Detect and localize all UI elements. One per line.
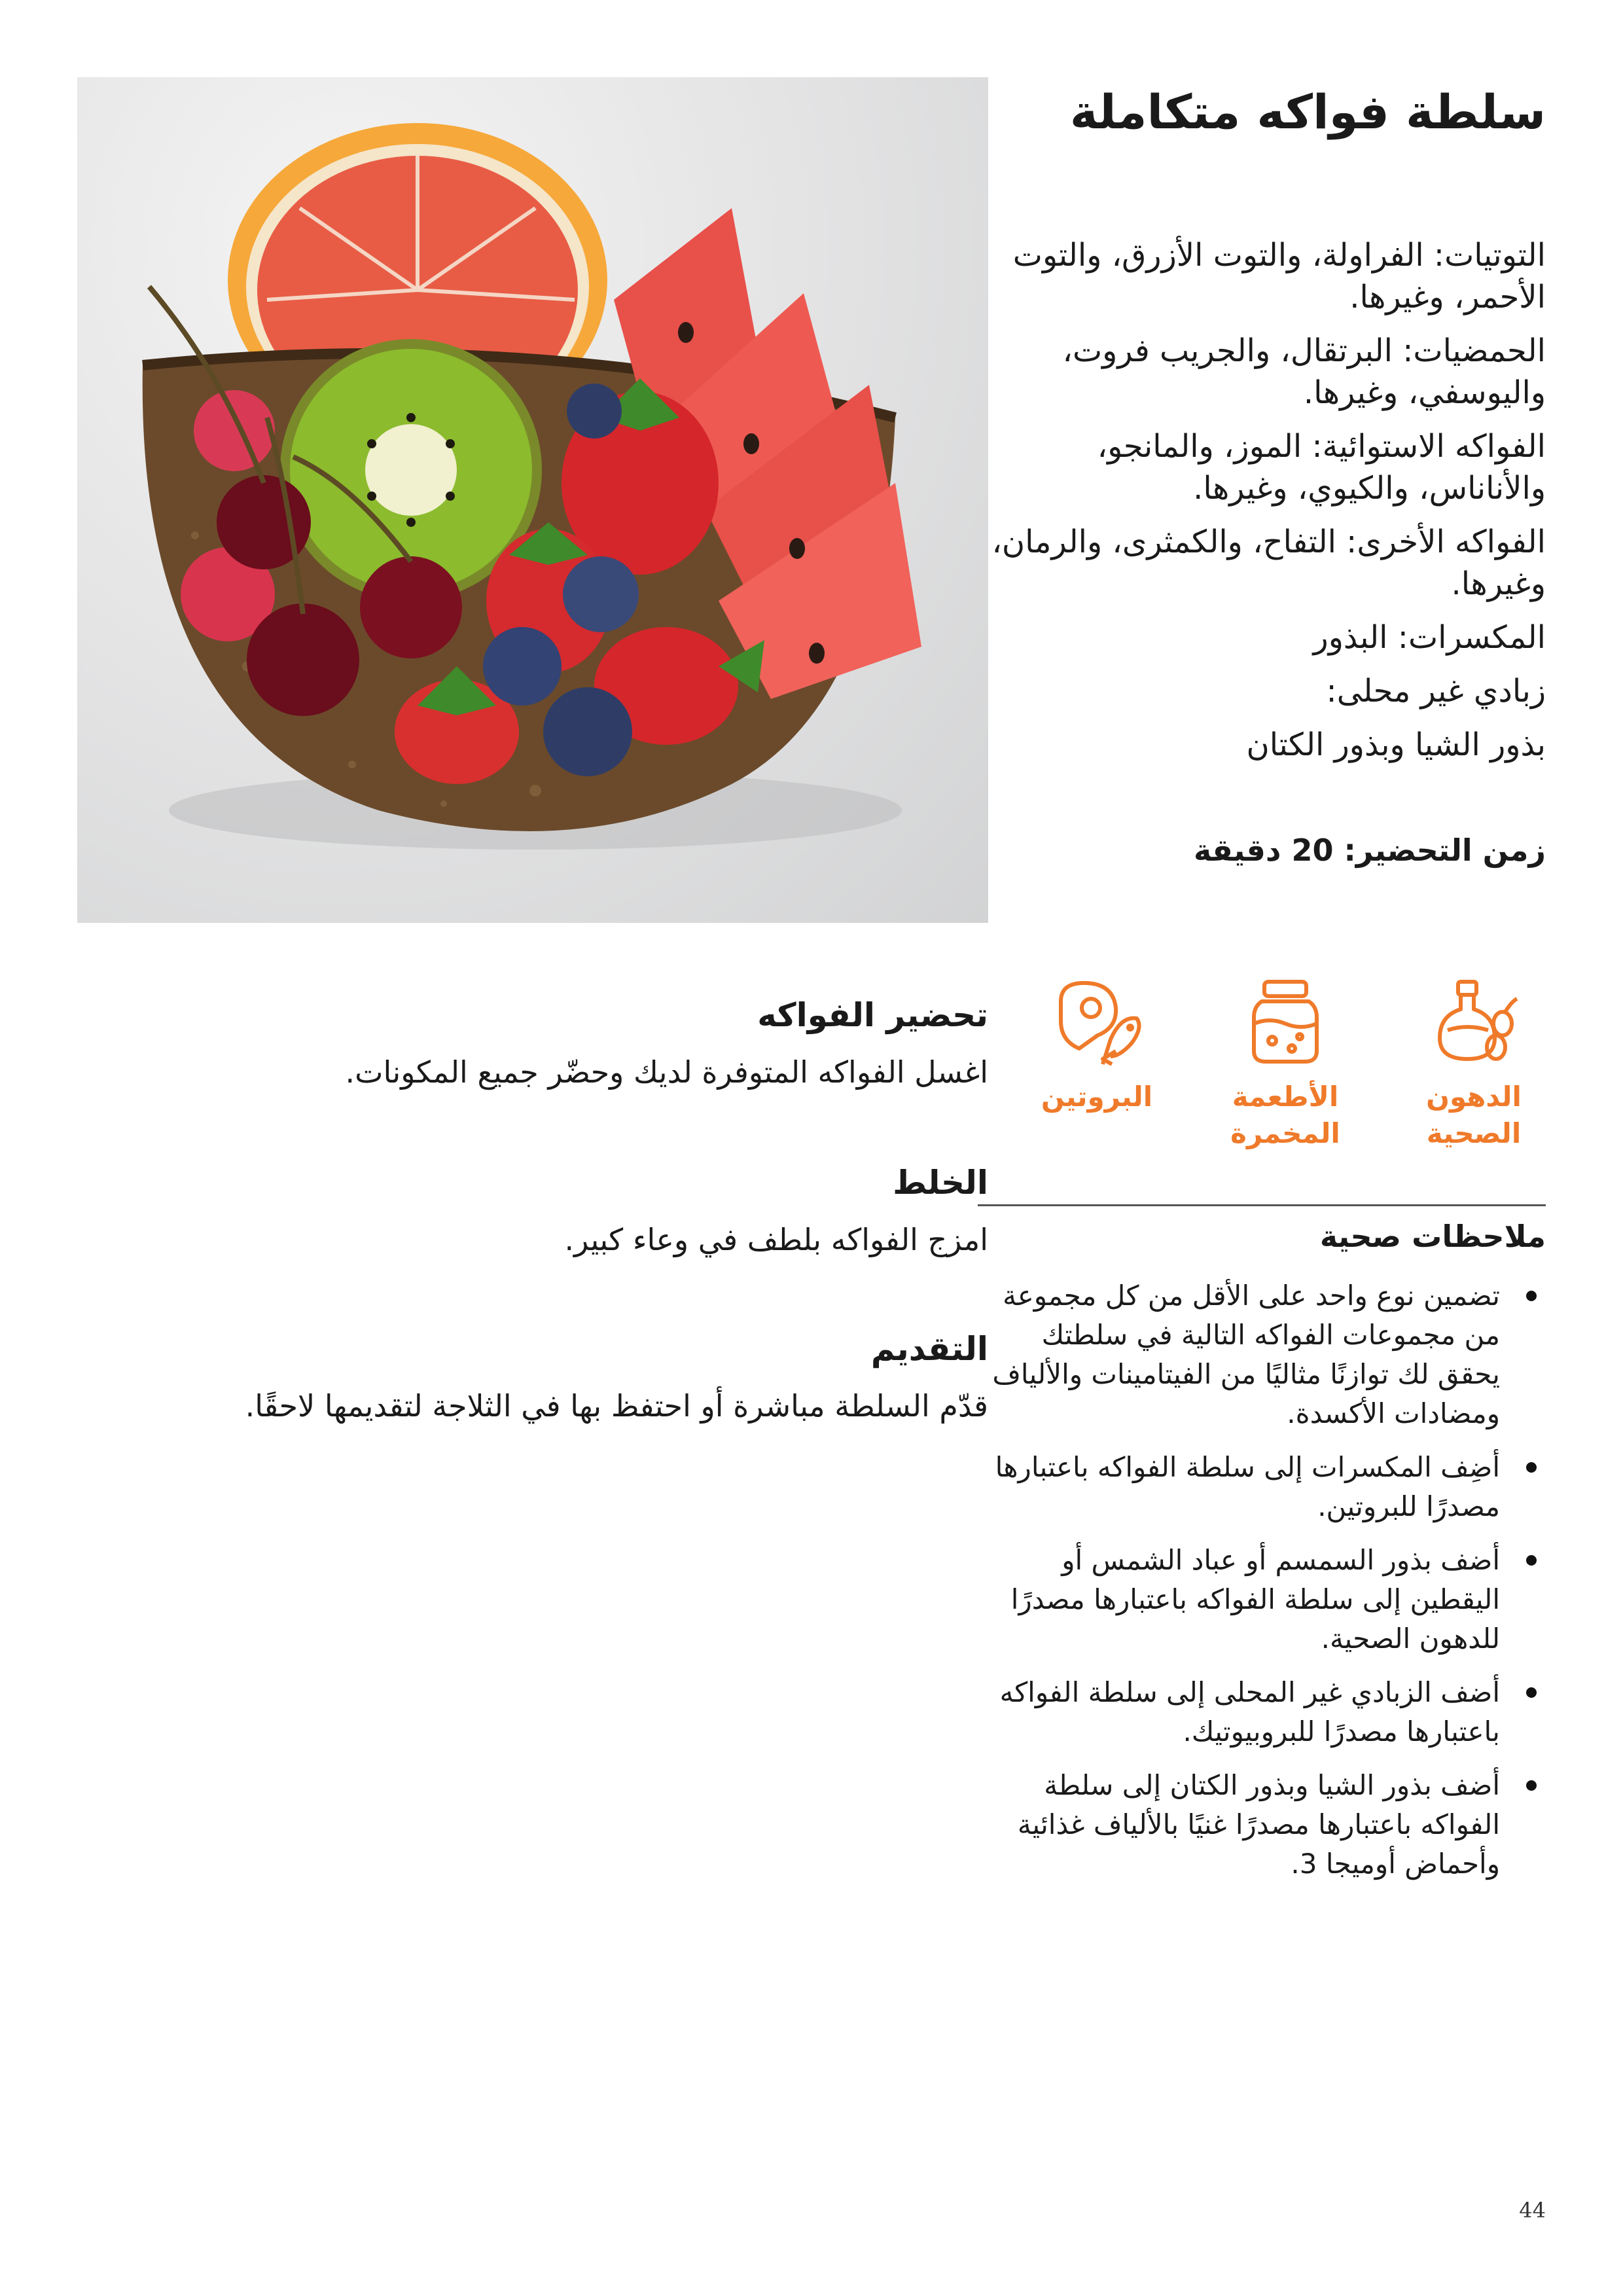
step-heading-serve: التقديم bbox=[870, 1330, 988, 1368]
step-heading-prepare: تحضير الفواكه bbox=[757, 996, 988, 1034]
ingredient-item: المكسرات: البذور bbox=[1313, 619, 1546, 656]
list-item bbox=[983, 1276, 1546, 1433]
list-item bbox=[983, 1673, 1546, 1751]
food-group-healthy-fats bbox=[1389, 969, 1559, 1152]
protein-icon bbox=[1012, 969, 1182, 1067]
recipe-title: سلطة فواكه متكاملة bbox=[1069, 84, 1546, 139]
food-group-label: البروتين bbox=[1041, 1081, 1153, 1113]
ingredient-item: زبادي غير محلى: bbox=[1326, 673, 1546, 709]
prep-time: زمن التحضير: 20 دقيقة bbox=[1193, 833, 1546, 868]
food-group-label: الأطعمة المخمرة bbox=[1230, 1081, 1340, 1149]
step-text-serve: قدّم السلطة مباشرة أو احتفظ بها في الثلاجة لتقديمها لاحقًا. bbox=[245, 1388, 988, 1424]
step-heading-mix: الخلط bbox=[893, 1164, 988, 1202]
fruit-bowl-photo bbox=[77, 77, 988, 923]
health-notes-list bbox=[983, 1276, 1546, 1898]
ingredient-item: الحمضيات: البرتقال، والجريب فروت، واليوسفي، وغيرها. bbox=[1062, 332, 1546, 411]
bullet-icon bbox=[1526, 1555, 1537, 1566]
list-item bbox=[983, 1766, 1546, 1884]
bullet-icon bbox=[1526, 1780, 1537, 1791]
bullet-icon bbox=[1526, 1462, 1537, 1473]
food-group-protein bbox=[1012, 969, 1182, 1115]
list-item bbox=[983, 1448, 1546, 1526]
step-text-mix: امزج الفواكه بلطف في وعاء كبير. bbox=[564, 1222, 988, 1257]
step-text-prepare: اغسل الفواكه المتوفرة لديك وحضّر جميع المكونات. bbox=[345, 1054, 988, 1090]
food-group-fermented bbox=[1200, 969, 1370, 1152]
health-note-text: أضف بذور السمسم أو عباد الشمس أو اليقطين إلى سلطة الفواكه باعتبارها مصدرًا للدهون الصحية. bbox=[1010, 1544, 1500, 1655]
olive-oil-icon bbox=[1389, 969, 1559, 1067]
bullet-icon bbox=[1526, 1291, 1537, 1301]
health-note-text: أضِف المكسرات إلى سلطة الفواكه باعتبارها مصدرًا للبروتين. bbox=[995, 1451, 1500, 1522]
ingredient-item: التوتيات: الفراولة، والتوت الأزرق، والتوت الأحمر، وغيرها. bbox=[1012, 237, 1546, 315]
food-group-label: الدهون الصحية bbox=[1426, 1081, 1522, 1149]
health-notes-heading: ملاحظات صحية bbox=[1319, 1219, 1546, 1254]
health-note-text: أضف الزبادي غير المحلى إلى سلطة الفواكه باعتبارها مصدرًا للبروبيوتيك. bbox=[999, 1676, 1500, 1748]
ingredient-item: بذور الشيا وبذور الكتان bbox=[1246, 726, 1546, 763]
list-item bbox=[983, 1541, 1546, 1659]
ingredient-item: الفواكه الأخرى: التفاح، والكمثرى، والرمان، وغيرها. bbox=[991, 524, 1546, 602]
ingredient-item: الفواكه الاستوائية: الموز، والمانجو، والأناناس، والكيوي، وغيرها. bbox=[1097, 428, 1546, 507]
health-note-text: أضف بذور الشيا وبذور الكتان إلى سلطة الفواكه باعتبارها مصدرًا غنيًا بالألياف غذائية وأحماض أوميجا 3. bbox=[1017, 1769, 1500, 1880]
ingredients-list bbox=[970, 234, 1546, 778]
health-note-text: تضمين نوع واحد على الأقل من كل مجموعة من مجموعات الفواكه التالية في سلطتك يحقق لك توازنًا مثاليًا من الفيتامينات والألياف ومضادات الأكسدة. bbox=[992, 1280, 1500, 1429]
fermented-jar-icon bbox=[1200, 969, 1370, 1067]
bullet-icon bbox=[1526, 1687, 1537, 1698]
page-number: 44 bbox=[1519, 2198, 1546, 2223]
section-divider bbox=[978, 1204, 1546, 1206]
